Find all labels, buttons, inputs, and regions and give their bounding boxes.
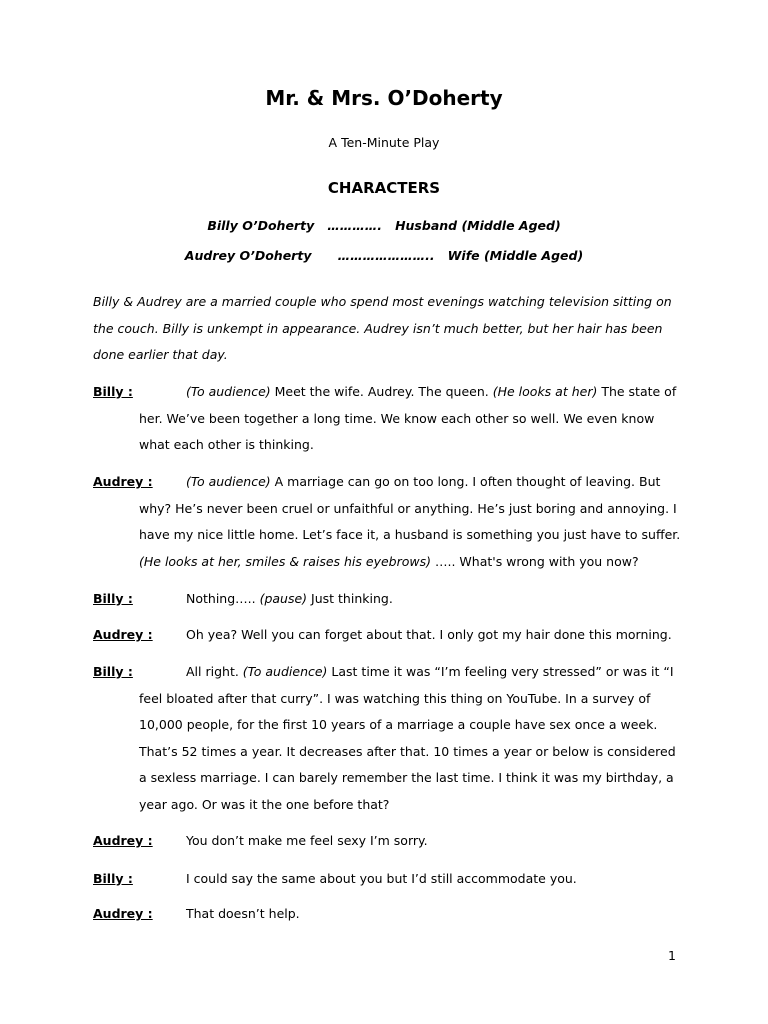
stage-direction: (pause): [259, 591, 308, 606]
character-audrey: Audrey O’Doherty ………………….. Wife (Middle Aged): [184, 248, 584, 263]
dialogue-line: [139, 866, 684, 893]
character-billy: Billy O’Doherty …………. Husband (Middle Aged): [207, 218, 561, 233]
play-title: Mr. & Mrs. O’Doherty: [265, 86, 503, 110]
stage-direction: (To audience): [186, 474, 271, 489]
dialogue-text: You don’t make me feel sexy I’m sorry.: [186, 833, 428, 848]
dialogue-text: That doesn’t help.: [186, 906, 300, 921]
dialogue-text: ….. What's wrong with you now?: [431, 553, 639, 569]
dialogue-text: Just thinking.: [307, 591, 393, 606]
dialogue-line: [139, 622, 684, 649]
dialogue-line: [139, 659, 684, 819]
scene-description: Billy & Audrey are a married couple who spend most evenings watching television sitting on the couch. Billy is unkempt in appearance. Audrey isn’t much better, but her hair has been done earlier that day.: [93, 294, 672, 363]
stage-direction: (He looks at her, smiles & raises his eyebrows): [139, 553, 432, 569]
dialogue-text: A marriage can go on too long. I often thought of leaving. But why? He’s never been cruel or unfaithful or anything. He’s just boring and annoying. I have my nice little home. Let’s face it, a husband is something you just have to suffer.: [139, 474, 681, 543]
speaker-label: Audrey :: [93, 906, 153, 921]
dialogue-line: [139, 379, 684, 459]
speaker-label: Billy :: [93, 871, 133, 886]
speaker-label: Billy :: [93, 591, 133, 606]
dialogue-text: Oh yea? Well you can forget about that. I only got my hair done this morning.: [186, 627, 672, 642]
stage-direction: (He looks at her): [492, 384, 598, 399]
speaker-label: Billy :: [93, 664, 133, 679]
play-subtitle: A Ten-Minute Play: [328, 135, 440, 150]
speaker-label: Billy :: [93, 384, 133, 399]
speaker-label: Audrey :: [93, 833, 153, 848]
dialogue-text: All right.: [186, 664, 243, 679]
dialogue-text: Meet the wife. Audrey. The queen.: [270, 384, 493, 399]
dialogue-text: Last time it was “I’m feeling very stressed” or was it “I feel bloated after that curry”. I was watching this thing on YouTube. In a survey of 10,000 people, for the first 10 years of a marriage a couple have sex once a week. That’s 52 times a year. It decreases after that. 10 times a year or below is considered a sexless marriage. I can barely remember the last time. I think it was my birthday, a year ago. Or was it the one before that?: [139, 664, 676, 812]
dialogue-line: [139, 901, 684, 928]
stage-direction: (To audience): [242, 664, 328, 679]
speaker-label: Audrey :: [93, 474, 153, 489]
stage-direction: (To audience): [186, 384, 271, 399]
speaker-label: Audrey :: [93, 627, 153, 642]
dialogue-text: Nothing…..: [186, 591, 260, 606]
characters-heading: CHARACTERS: [327, 179, 441, 197]
dialogue-line: [139, 469, 684, 575]
dialogue-text: I could say the same about you but I’d still accommodate you.: [186, 871, 577, 886]
dialogue-line: [139, 586, 684, 613]
dialogue-line: [139, 828, 684, 855]
page-number: 1: [668, 948, 676, 963]
dialogue-text: The state of her. We’ve been together a long time. We know each other so well. We even know what each other is thinking.: [139, 384, 677, 453]
